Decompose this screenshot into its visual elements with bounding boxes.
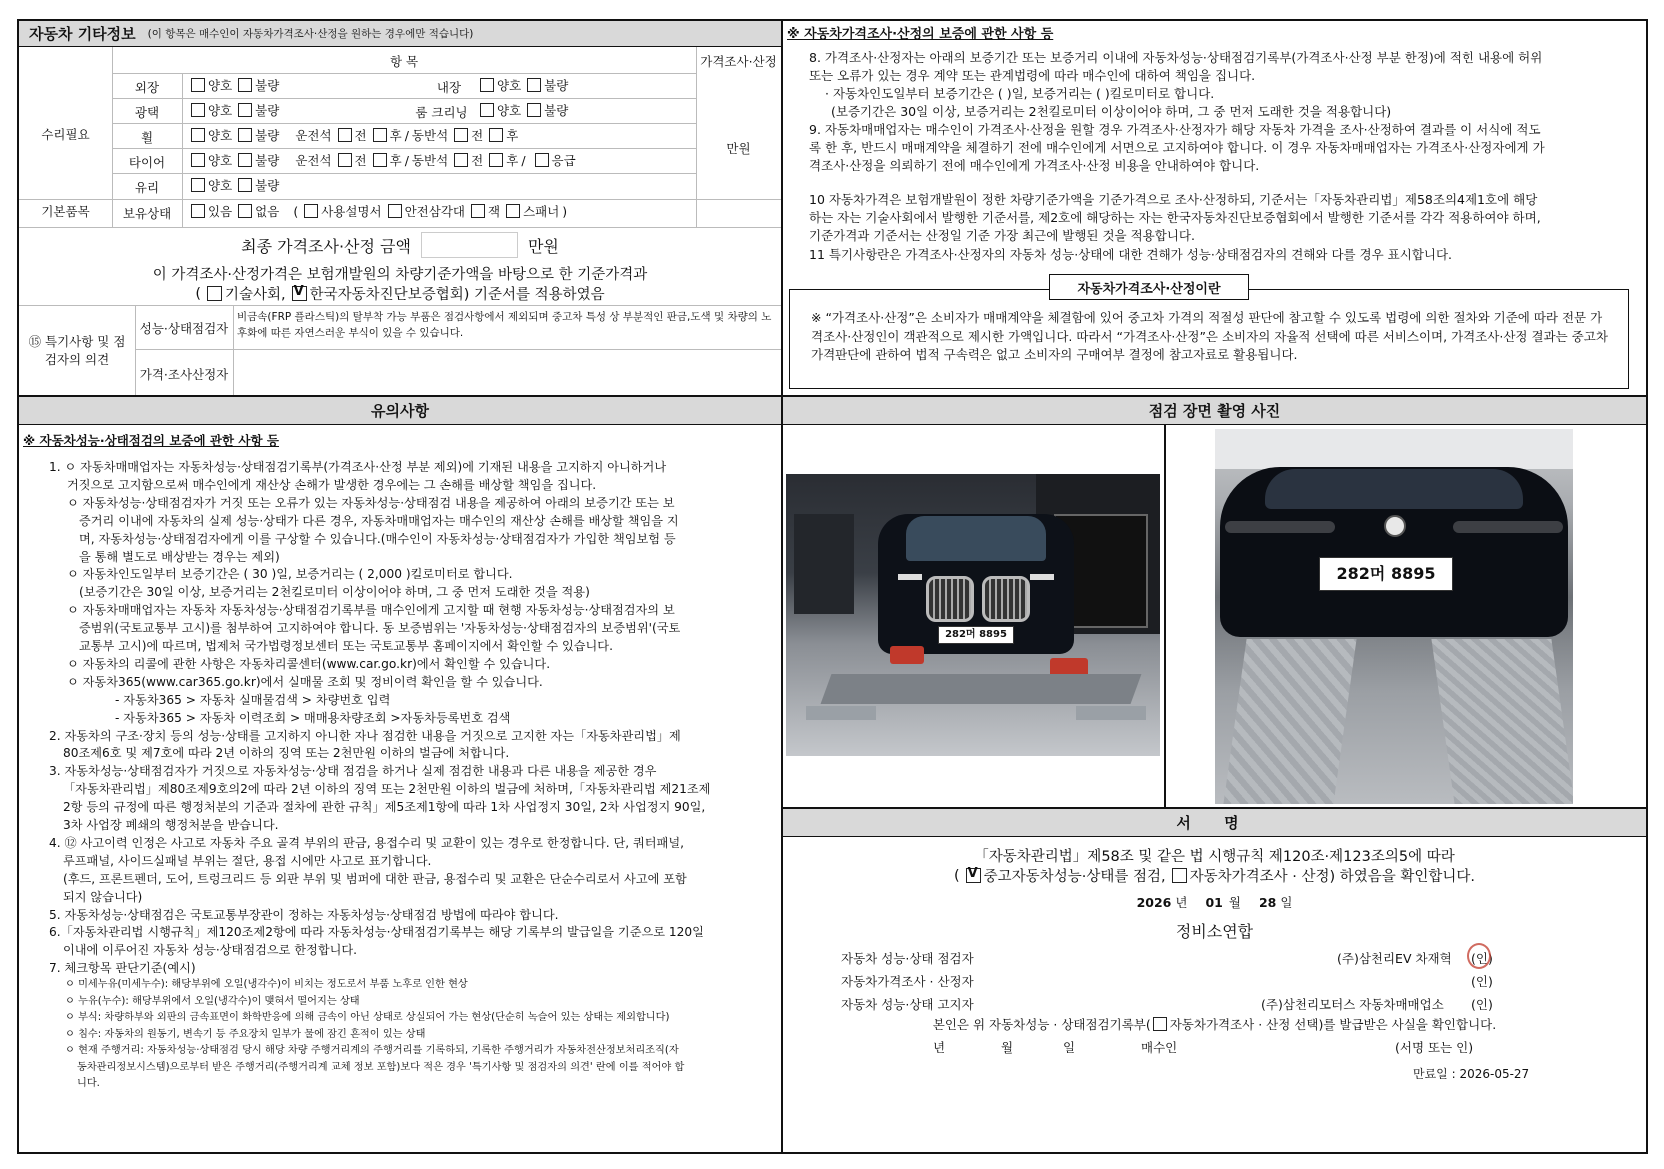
warranty-item-8: 8. 가격조사·산정자는 아래의 보증기간 또는 보증거리 이내에 자동차성능·상태점검기록부(가격조사·산정 부분 한정)에 적힌 내용에 허위 또는 오류가 있는 경우 계약 또는 관계법령에 따라 매수인에 대하여 책임을 집니다. [809, 50, 1543, 83]
row-label-exterior: 외장 [134, 80, 160, 95]
holding-have-checkbox[interactable] [191, 204, 205, 218]
notes-line: 7. 체크항목 판단기준(예시) [49, 961, 196, 976]
criteria-line: ㅇ 누유(누수): 해당부위에서 오일(냉각수)이 맺혀서 떨어지는 상태 [65, 995, 360, 1007]
seal-stamp-icon [1467, 943, 1491, 969]
price-unit: 만원 [726, 141, 751, 156]
holding-none-checkbox[interactable] [238, 204, 252, 218]
gloss-good-checkbox[interactable] [191, 103, 205, 117]
jack-checkbox[interactable] [471, 204, 485, 218]
notes-line: 이내에 이루어진 자동차 성능·상태점검으로 한정합니다. [63, 943, 358, 958]
notes-line: 6.「자동차관리법 시행규칙」제120조제2항에 따라 자동차성능·상태점검기록부는 해당 기록부의 발급일을 기준으로 120일 [49, 925, 704, 940]
signature-org: 정비소연합 [1175, 922, 1254, 941]
tire-driver-front-checkbox[interactable] [338, 153, 352, 167]
rear-car-photo [1215, 429, 1573, 804]
special-notes-label: ⑮ 특기사항 및 점검자의 의견 [28, 334, 126, 367]
final-price-unit: 만원 [527, 236, 559, 256]
exterior-good-checkbox[interactable] [191, 78, 205, 92]
final-price-label: 최종 가격조사·산정 금액 [241, 236, 411, 256]
triangle-checkbox[interactable] [388, 204, 402, 218]
notes-line: 4. ⑫ 사고이력 인정은 사고로 자동차 주요 골격 부위의 판금, 용접수리 및 교환이 있는 경우로 한정합니다. 단, 쿼터패널, [49, 835, 684, 850]
row-label-tire: 타이어 [128, 155, 166, 170]
wheel-driver-front-checkbox[interactable] [338, 128, 352, 142]
sig-confirm-checkbox[interactable] [1153, 1017, 1167, 1031]
warranty-item-9: 9. 자동차매매업자는 매수인이 가격조사·산정을 원할 경우 가격조사·산정자가 해당 자동차 가격을 조사·산정하여 결과를 이 서식에 적도록 한 후, 반드시 매매계약을 체결하기 전에 매수인에게 서면으로 고지하여야 합니다. 이 경우 자동차매매업자는 가격조사·산정자에게 가격조사·산정을 의뢰하기 전에 매수인에게 가격조사·산정 비용을 안내하여야 합니다. [809, 122, 1545, 173]
rear-plate: 282머 8895 [1319, 557, 1453, 591]
wheel-passenger-front-checkbox[interactable] [454, 128, 468, 142]
room-bad-checkbox[interactable] [527, 103, 541, 117]
sig-confirm-pre: 본인은 위 자동차성능 · 상태점검기록부( [932, 1017, 1151, 1032]
tire-driver-rear-checkbox[interactable] [373, 153, 387, 167]
exterior-bad-checkbox[interactable] [238, 78, 252, 92]
interior-good-checkbox[interactable] [480, 78, 494, 92]
notes-line: 을 통해 별도로 배상받는 경우는 제외) [79, 549, 280, 564]
wheel-bad-checkbox[interactable] [238, 128, 252, 142]
sig-name-inspector: (주)삼천리EV 차재혁 [1337, 951, 1452, 966]
notes-line: ㅇ 자동차인도일부터 보증기간은 ( 30 )일, 보증거리는 ( 2,000 )킬로미터로 합니다. [67, 567, 513, 582]
notes-line: 2. 자동차의 구조·장치 등의 성능·상태를 고지하지 아니한 자나 점검한 내용을 거짓으로 고지한 자는「자동차관리법」제 [49, 728, 681, 743]
basis-kadwa-checkbox[interactable] [292, 286, 307, 301]
gloss-bad-checkbox[interactable] [238, 103, 252, 117]
row-label-interior: 내장 [436, 80, 462, 95]
signature-law-line: 「자동차관리법」제58조 및 같은 법 시행규칙 제120조·제123조의5에 따라 [974, 849, 1455, 865]
sig-opt2: 자동차가격조사 · 산정) 하였음을 확인합니다. [1189, 869, 1476, 885]
warranty-item-8-note: (보증기간은 30일 이상, 보증거리는 2천킬로미터 이상이어야 하며, 그 중 먼저 도래한 것을 적용합니다) [831, 104, 1392, 119]
wheel-good-checkbox[interactable] [191, 128, 205, 142]
front-car-photo [786, 474, 1160, 756]
row-label-gloss: 광택 [134, 105, 160, 120]
spanner-checkbox[interactable] [506, 204, 520, 218]
basis-line-1: 이 가격조사·산정가격은 보험개발원의 차량기준가액을 바탕으로 한 기준가격과 [152, 267, 648, 283]
notes-line: 5. 자동차성능·상태점검은 국토교통부장관이 정하는 자동차성능·상태점검 방법에 따라야 합니다. [49, 907, 559, 922]
appraiser-label: 가격·조사산정자 [139, 367, 229, 382]
sig-inspection-checkbox[interactable] [966, 868, 981, 883]
notes-line: 증거리 이내에 자동차의 실제 성능·상태가 다른 경우, 자동차매매업자는 매수인의 재산상 손해를 배상할 책임을 지 [79, 513, 679, 528]
notes-line: 교통부 고시)에 따르며, 법제처 국가법령정보센터 또는 국토교통부 홈페이지에서 확인할 수 있습니다. [79, 639, 613, 653]
photos-header: 점검 장면 촬영 사진 [783, 397, 1646, 425]
document-page: 자동차 기타정보 (이 항목은 매수인이 자동차가격조사·산정을 원하는 경우에만 적습니다) 항 목 가격조사·산정 수리필요 기본품목 만원 외장 양호 불량 내장 양호 불량 광택 양호 불량 룸 크리닝 양호 불량 휠 양호 불량 운전석 전 후 / 동반석 전 후 타이어 양호 불량 운전석 전 후 / 동반석 전 후 / 응급 유리 양호 불량 보유상태 있음 없음 ( 사용설명서 안전삼각대 잭 스패너 ) 최종 가격조사·산정 금액 만원 이 가격조사·산정가격은 보험개발원의 차량기준가액을 바탕으로 한 기준가격과 ( 기술사회, V 한국자동차진단보증협회) 기준서를 적용하였음 ⑮ 특기사항 및 점검자의 의견 성능·상태점검자 비금속(FRP 플라스틱)의 탈부착 가능 부품은 점검사항에서 제외되며 중고차 특성 상 부분적인 판금,도색 및 차량의 노후화에 따른 자연스러운 부식이 있을 수 있습니다. 가격·조사산정자 ※ 자동차가격조사·산정의 보증에 관한 사항 등 8. 가격조사·산정자는 아래의 보증기간 또는 보증거리 이내에 자동차성능·상태점검기록부(가격조사·산정 부분 한정)에 적힌 내용에 허위 또는 오류가 있는 경우 계약 또는 관계법령에 따라 매수인에 대하여 책임을 집니다. · 자동차인도일부터 보증기간은 ( )일, 보증거리는 ( )킬로미터로 합니다. (보증기간은 30일 이상, 보증거리는 2천킬로미터 이상이어야 하며, 그 중 먼저 도래한 것을 적용합니다) 9. 자동차매매업자는 매수인이 가격조사·산정을 원할 경우 가격조사·산정자가 해당 자동차 가격을 조사·산정하여 결과를 이 서식에 적도록 한 후, 반드시 매매계약을 체결하기 전에 매수인에게 서면으로 고지하여야 합니다. 이 경우 자동차매매업자는 가격조사·산정자에게 가격조사·산정을 의뢰하기 전에 매수인에게 가격조사·산정 비용을 안내하여야 합니다. 10 자동차가격은 보험개발원이 정한 차량기준가액을 기준가격으로 조사·산정하되, 기준서는「자동차관리법」제58조의4제1호에 해당하는 자는 기술사회에서 발행한 기준서를, 제2호에 해당하는 자는 한국자동차진단보증협회에서 발행한 기준서를 각각 적용하여야 하며, 기준가격과 기준서는 산정일 기준 가장 최근에 발행된 것을 적용합니다. 11 특기사항란은 가격조사·산정자의 자동차 성능·상태에 대한 견해가 성능·상태점검자의 견해와 다를 경우 표시합니다. 자동차가격조사·산정이란 ※ “가격조사·산정”은 소비자가 매매계약을 체결함에 있어 중고차 가격의 적절성 판단에 참고할 수 있도록 법령에 의한 절차와 기준에 따라 전문 가격조사·산정인이 객관적으로 제시한 가액입니다. 따라서 “가격조사·산정”은 소비자의 자율적 선택에 따른 서비스이며, 가격조사·산정 결과는 중고차 가격판단에 관하여 법적 구속력은 없고 소비자의 구매여부 결정에 참고자료로 활용됩니다. 유의사항 ※ 자동차성능·상태점검의 보증에 관한 사항 등 1. ㅇ 자동차매매업자는 자동차성능·상태점검기록부(가격조사·산정 부분 제외)에 기재된 내용을 고지하지 아니하거나 거짓으로 고지함으로써 매수인에게 재산상 손해가 발생한 경우에는 그 손해를 배상할 책임을 집니다. ㅇ 자동차성능·상태점검자가 거짓 또는 오류가 있는 자동차성능·상태점검 내용을 제공하여 아래의 보증기간 또는 보 증거리 이내에 자동차의 실제 성능·상태가 다른 경우, 자동차매매업자는 매수인의 재산상 손해를 배상할 책임을 지 며, 자동차성능·상태점검자에게 이를 구상할 수 있습니다.(매수인이 자동차성능·상태점검자가 가입한 책임보험 등 을 통해 별도로 배상받는 경우는 제외) ㅇ 자동차인도일부터 보증기간은 ( 30 )일, 보증거리는 ( 2,000 )킬로미터로 합니다. (보증기간은 30일 이상, 보증거리는 2천킬로미터 이상이어야 하며, 그 중 먼저 도래한 것을 적용) ㅇ 자동차매매업자는 자동차 자동차성능·상태점검기록부를 매수인에게 고지할 때 현행 자동차성능·상태점검자의 보 증범위(국토교통부 고시)를 첨부하여 고지하여야 합니다. 동 보증범위는 '자동차성능·상태점검자의 보증범위'(국토 교통부 고시)에 따르며, 법제처 국가법령정보센터 또는 국토교통부 홈페이지에서 확인할 수 있습니다. ㅇ 자동차의 리콜에 관한 사항은 자동차리콜센터(www.car.go.kr)에서 확인할 수 있습니다. ㅇ 자동차365(www.car365.go.kr)에서 실매물 조회 및 정비이력 확인을 할 수 있습니다. - 자동차365 > 자동차 실매물검색 > 차량번호 입력 - 자동차365 > 자동차 이력조회 > 매매용차량조회 >자동차등록번호 검색 2. 자동차의 구조·장치 등의 성능·상태를 고지하지 아니한 자나 점검한 내용을 거짓으로 고지한 자는「자동차관리법」제 80조제6호 및 제7호에 따라 2년 이하의 징역 또는 2천만원 이하의 벌금에 처합니다. 3. 자동차성능·상태점검자가 거짓으로 자동차성능·상태 점검을 하거나 실제 점검한 내용과 다른 내용을 제공한 경우 「자동차관리법」제80조제9호의2에 따라 2년 이하의 징역 또는 2천만원 이하의 벌금에 처하며,「자동차관리법 제21조제 2항 등의 규정에 따른 행정처분의 기준과 절차에 관한 규칙」제5조제1항에 따라 1차 사업정지 30일, 2차 사업정지 90일, 3차 사업장 폐쇄의 행정처분을 받습니다. 4. ⑫ 사고이력 인정은 사고로 자동차 주요 골격 부위의 판금, 용접수리 및 교환이 있는 경우로 한정합니다. 단, 쿼터패널, 루프패널, 사이드실패널 부위는 절단, 용접 시에만 사고로 표기합니다. (후드, 프론트펜더, 도어, 트렁크리드 등 외판 부위 및 범퍼에 대한 판금, 용접수리 및 교환은 단순수리로서 사고에 포함 되지 않습니다) 5. 자동차성능·상태점검은 국토교통부장관이 정하는 자동차성능·상태점검 방법에 따라야 합니다. 6.「자동차관리법 시행규칙」제120조제2항에 따라 자동차성능·상태점검기록부는 해당 기록부의 발급일을 기준으로 120일 이내에 이루어진 자동차 성능·상태점검으로 한정합니다. 7. 체크항목 판단기준(예시) ㅇ 미세누유(미세누수): 해당부위에 오일(냉각수)이 비치는 정도로서 부품 노후로 인한 현상 ㅇ 누유(누수): 해당부위에서 오일(냉각수)이 맺혀서 떨어지는 상태 ㅇ 부식: 차량하부와 외판의 금속표면이 화학반응에 의해 금속이 아닌 상태로 상실되어 가는 현상(단순히 녹슬어 있는 상태는 제외합니다) ㅇ 침수: 자동차의 원동기, 변속기 등 주요장치 일부가 물에 잠긴 흔적이 있는 상태 ㅇ 현재 주행거리: 자동차성능·상태점검 당시 해당 차량 주행거리계의 주행거리를 기록하되, 기록한 주행거리가 자동차전산정보처리조직(자 동차관리정보시스템)으로부터 받은 주행거리(주행거리계 교체 정보 포함)보다 적은 경우 '특기사항 및 점검자의 의견' 란에 이를 적어야 합 니다. 점검 장면 촬영 사진 282머 8895 282머 8895 서 명 「자동차관리법」제58조 및 같은 법 시행규칙 제120조·제123조의5에 따라 ( V 중고자동차성능·상태를 점검, 자동차가격조사 · 산정) 하였음을 확인합니다. 2026 년 01 월 28 일 정비소연합 자동차 성능·상태 점검자 (주)삼천리EV 차재혁 (인) 자동차가격조사 · 산정자 (인) 자동차 성능·상태 고지자 (주)삼천리모터스 자동차매매업소 (인) 본인은 위 자동차성능 · 상태점검기록부( 자동차가격조사 · 산정 선택)를 발급받은 사실을 확인합니다. 년 월 일 매수인 (서명 또는 인) 만료일 : 2026-05-27 [17, 19, 1648, 1154]
tire-bad-checkbox[interactable] [238, 153, 252, 167]
wheel-driver-rear-checkbox[interactable] [373, 128, 387, 142]
criteria-line: 동차관리정보시스템)으로부터 받은 주행거리(주행거리계 교체 정보 포함)보다 적은 경우 '특기사항 및 점검자의 의견' 란에 이를 적어야 합 [77, 1061, 685, 1073]
criteria-line: 니다. [77, 1078, 100, 1089]
interior-bad-checkbox[interactable] [527, 78, 541, 92]
row-label-glass: 유리 [134, 180, 160, 195]
sig-role-notifier: 자동차 성능·상태 고지자 [841, 997, 974, 1012]
col-price-header: 가격조사·산정 [700, 54, 777, 69]
basis-tech-society-checkbox[interactable] [207, 286, 222, 301]
notes-line: 2항 등의 규정에 따른 행정처분의 기준과 절차에 관한 규칙」제5조제1항에 따라 1차 사업정지 30일, 2차 사업정지 90일, [63, 800, 706, 815]
sig-name-notifier: (주)삼천리모터스 자동차매매업소 [1261, 997, 1444, 1012]
notes-line: (보증기간은 30일 이상, 보증거리는 2천킬로미터 이상이어야 하며, 그 중 먼저 도래한 것을 적용) [79, 585, 590, 600]
row-label-room-clean: 룸 크리닝 [415, 105, 468, 120]
tire-passenger-rear-checkbox[interactable] [489, 153, 503, 167]
sig-confirm-post: 자동차가격조사 · 산정 선택)를 발급받은 사실을 확인합니다. [1169, 1017, 1497, 1032]
notes-line: (후드, 프론트펜더, 도어, 트렁크리드 등 외판 부위 및 범퍼에 대한 판금, 용접수리 및 교환은 단순수리로서 사고에 포함 [63, 871, 687, 886]
warranty-item-11: 11 특기사항란은 가격조사·산정자의 자동차 성능·상태에 대한 견해가 성능·상태점검자의 견해와 다를 경우 표시합니다. [809, 247, 1453, 262]
notes-header: 유의사항 [19, 397, 781, 425]
notes-line: 거짓으로 고지함으로써 매수인에게 재산상 손해가 발생한 경우에는 그 손해를 배상할 책임을 집니다. [67, 477, 597, 492]
sig-appraisal-checkbox[interactable] [1172, 868, 1187, 883]
notes-line: 며, 자동차성능·상태점검자에게 이를 구상할 수 있습니다.(매수인이 자동차성능·상태점검자가 가입한 책임보험 등 [79, 531, 676, 546]
signature-date: 2026 년 01 월 28 일 [1136, 894, 1293, 910]
basic-items-label: 기본품목 [41, 204, 90, 219]
notes-line: - 자동차365 > 자동차 실매물검색 > 차량번호 입력 [115, 692, 391, 707]
notes-line: 루프패널, 사이드실패널 부위는 절단, 용접 시에만 사고로 표기합니다. [63, 853, 432, 868]
sig-seal-notifier: (인) [1471, 997, 1493, 1012]
notes-line: 되지 않습니다) [63, 889, 143, 904]
notes-line: ㅇ 자동차성능·상태점검자가 거짓 또는 오류가 있는 자동차성능·상태점검 내용을 제공하여 아래의 보증기간 또는 보 [67, 495, 675, 510]
front-plate: 282머 8895 [938, 626, 1014, 644]
notes-line: 3차 사업장 폐쇄의 행정처분을 받습니다. [63, 818, 279, 832]
appraisal-warranty-title: ※ 자동차가격조사·산정의 보증에 관한 사항 등 [787, 27, 1054, 42]
notes-line: ㅇ 자동차365(www.car365.go.kr)에서 실매물 조회 및 정비이력 확인을 할 수 있습니다. [67, 674, 543, 689]
col-item-header: 항 목 [389, 54, 419, 69]
manual-checkbox[interactable] [304, 204, 318, 218]
warranty-item-10: 10 자동차가격은 보험개발원이 정한 차량기준가액을 기준가격으로 조사·산정하되, 기준서는「자동차관리법」제58조의4제1호에 해당하는 자는 기술사회에서 발행한 기준서를, 제2호에 해당하는 자는 한국자동차진단보증협회에서 발행한 기준서를 각각 적용하여야 하며, 기준가격과 기준서는 산정일 기준 가장 최근에 발행된 것을 적용합니다. [809, 192, 1541, 243]
notes-subtitle: ※ 자동차성능·상태점검의 보증에 관한 사항 등 [23, 433, 280, 448]
criteria-line: ㅇ 침수: 자동차의 원동기, 변속기 등 주요장치 일부가 물에 잠긴 흔적이 있는 상태 [65, 1028, 426, 1040]
expiry-date: 만료일 : 2026-05-27 [1413, 1067, 1530, 1081]
sig-seal-inspector: (인) [1471, 951, 1493, 966]
inspector-label: 성능·상태점검자 [139, 321, 229, 336]
notes-line: 3. 자동차성능·상태점검자가 거짓으로 자동차성능·상태 점검을 하거나 실제 점검한 내용과 다른 내용을 제공한 경우 [49, 764, 657, 779]
inspector-opinion: 비금속(FRP 플라스틱)의 탈부착 가능 부품은 점검사항에서 제외되며 중고차 특성 상 부분적인 판금,도색 및 차량의 노후화에 따른 자연스러운 부식이 있을 수 있습니다. [237, 311, 772, 339]
warranty-item-8-period: · 자동차인도일부터 보증기간은 ( )일, 보증거리는 ( )킬로미터로 합니다. [825, 86, 1215, 101]
row-label-wheel: 휠 [140, 130, 154, 145]
notes-line: ㅇ 자동차의 리콜에 관한 사항은 자동차리콜센터(www.car.go.kr)에서 확인할 수 있습니다. [67, 656, 551, 671]
row-label-holding: 보유상태 [122, 206, 172, 221]
final-price-input[interactable] [421, 232, 518, 258]
basis-opt1: 기술사회, [225, 287, 286, 303]
signature-header: 서 명 [783, 809, 1646, 837]
extra-info-title: 자동차 기타정보 [29, 25, 136, 43]
repair-label: 수리필요 [41, 127, 90, 142]
sig-role-appraiser: 자동차가격조사 · 산정자 [841, 974, 974, 989]
tire-emergency-checkbox[interactable] [535, 153, 549, 167]
tire-good-checkbox[interactable] [191, 153, 205, 167]
notes-line: 80조제6호 및 제7호에 따라 2년 이하의 징역 또는 2천만원 이하의 벌금에 처합니다. [63, 746, 510, 761]
buyer-label: 매수인 [1141, 1040, 1178, 1055]
glass-bad-checkbox[interactable] [238, 178, 252, 192]
criteria-line: ㅇ 미세누유(미세누수): 해당부위에 오일(냉각수)이 비치는 정도로서 부품 노후로 인한 현상 [65, 979, 468, 990]
criteria-line: ㅇ 현재 주행거리: 자동차성능·상태점검 당시 해당 차량 주행거리계의 주행거리를 기록하되, 기록한 주행거리가 자동차전산정보처리조직(자 [65, 1045, 679, 1056]
wheel-passenger-rear-checkbox[interactable] [489, 128, 503, 142]
sig-role-inspector: 자동차 성능·상태 점검자 [841, 951, 974, 966]
glass-good-checkbox[interactable] [191, 178, 205, 192]
criteria-line: ㅇ 부식: 차량하부와 외판의 금속표면이 화학반응에 의해 금속이 아닌 상태로 상실되어 가는 현상(단순히 녹슬어 있는 상태는 제외합니다) [65, 1012, 670, 1023]
appraisal-definition-text: ※ “가격조사·산정”은 소비자가 매매계약을 체결함에 있어 중고차 가격의 적절성 판단에 참고할 수 있도록 법령에 의한 절차와 기준에 따라 전문 가격조사·산정인이 객관적으로 제시한 가액입니다. 따라서 “가격조사·산정”은 소비자의 자율적 선택에 따른 서비스이며, 가격조사·산정 결과는 중고차 가격판단에 관하여 법적 구속력은 없고 소비자의 구매여부 결정에 참고자료로 활용됩니다. [811, 310, 1608, 362]
notes-line: 「자동차관리법」제80조제9호의2에 따라 2년 이하의 징역 또는 2천만원 이하의 벌금에 처하며,「자동차관리법 제21조제 [63, 782, 711, 797]
extra-info-subtitle: (이 항목은 매수인이 자동차가격조사·산정을 원하는 경우에만 적습니다) [147, 28, 474, 40]
basis-opt2: 한국자동차진단보증협회) 기준서를 적용하였음 [309, 287, 605, 303]
appraisal-definition-title-box: 자동차가격조사·산정이란 [1049, 274, 1249, 300]
buyer-sign: (서명 또는 인) [1395, 1040, 1474, 1055]
tire-passenger-front-checkbox[interactable] [454, 153, 468, 167]
sig-opt1: 중고자동차성능·상태를 점검, [983, 869, 1166, 885]
notes-line: ㅇ 자동차매매업자는 자동차 자동차성능·상태점검기록부를 매수인에게 고지할 때 현행 자동차성능·상태점검자의 보 [67, 603, 675, 618]
room-good-checkbox[interactable] [480, 103, 494, 117]
notes-line: 증범위(국토교통부 고시)를 첨부하여 고지하여야 합니다. 동 보증범위는 '자동차성능·상태점검자의 보증범위'(국토 [79, 621, 681, 636]
extra-info-header [19, 21, 781, 47]
sig-seal-appraiser: (인) [1471, 974, 1493, 989]
notes-line: 1. ㅇ 자동차매매업자는 자동차성능·상태점검기록부(가격조사·산정 부분 제외)에 기재된 내용을 고지하지 아니하거나 [49, 460, 667, 474]
notes-line: - 자동차365 > 자동차 이력조회 > 매매용차량조회 >자동차등록번호 검색 [115, 710, 511, 725]
